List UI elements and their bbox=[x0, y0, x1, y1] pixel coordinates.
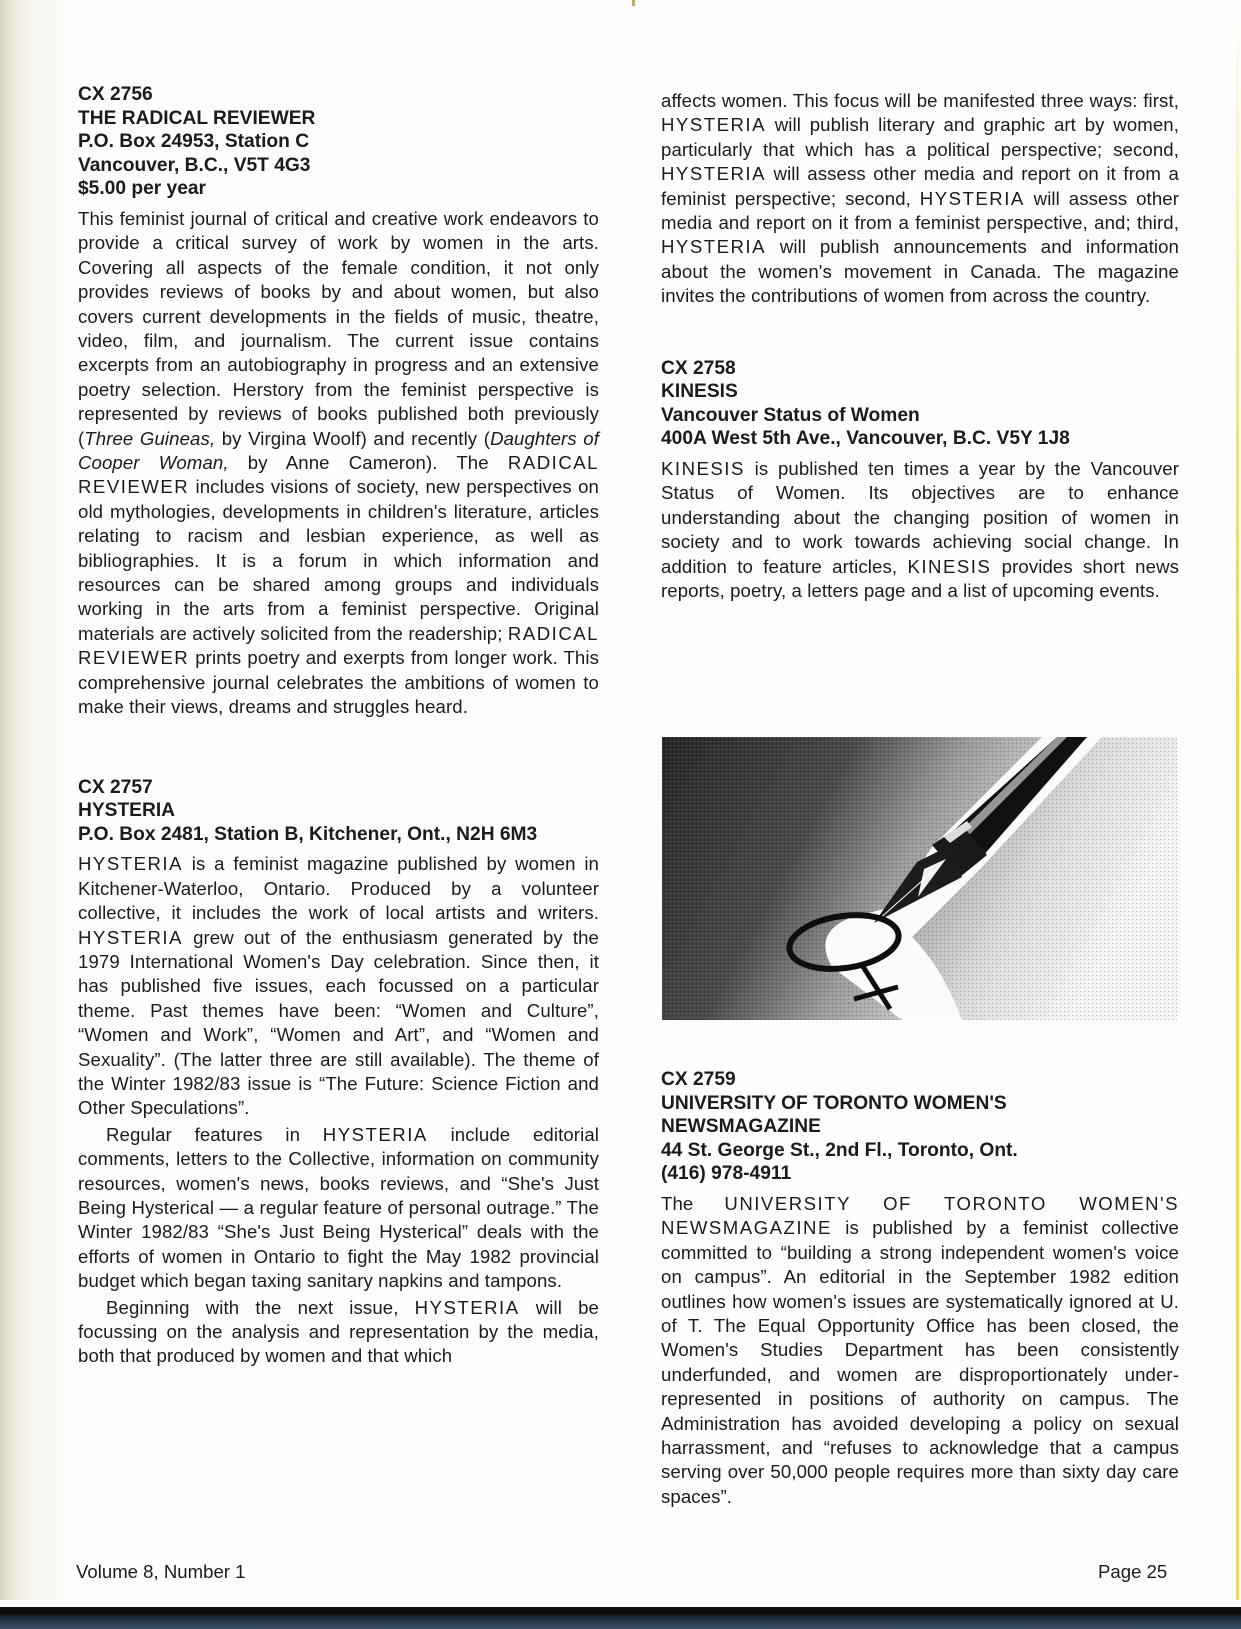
right-column bbox=[661, 89, 1179, 603]
entry-cx-2757 bbox=[78, 776, 599, 1369]
paragraph bbox=[661, 89, 1179, 309]
entry-heading bbox=[661, 1068, 1179, 1186]
text-segment: is a feminist magazine published by women in Kitchener-Waterloo, Ontario. Produced by a volunteer collective, it includes the work of local artists and writers. bbox=[78, 853, 599, 924]
paragraph bbox=[78, 1296, 599, 1369]
entry-description bbox=[661, 457, 1179, 603]
text-segment: is published by a feminist collective committed to “building a strong independent women's voice on campus”. An editorial in the September 1982 edition outlines how women's issues are systematically ignored at U. of T. The Equal Opportunity Office has been closed, the Women's Studies Department has been consistently underfunded, and women are disproportionately under-represented in positions of authority on campus. The Administration has avoided developing a policy on sexual harrassment, and “refuses to acknowledge that a campus serving over 50,000 people requires more than sixty day care spaces”. bbox=[661, 1217, 1179, 1507]
entry-title: UNIVERSITY OF TORONTO WOMEN'S bbox=[661, 1092, 1007, 1114]
publication-name: HYSTERIA bbox=[661, 163, 766, 185]
text-segment: affects women. This focus will be manifested three ways: first, bbox=[661, 90, 1179, 111]
page-bottom-edge bbox=[0, 1607, 1241, 1629]
entry-title: NEWSMAGAZINE bbox=[661, 1116, 821, 1138]
text-segment: will publish literary and graphic art by women, particularly that which has a political perspective; second, bbox=[661, 114, 1179, 160]
publication-name: KINESIS bbox=[907, 555, 992, 577]
text-segment: includes visions of society, new perspectives on old mythologies, developments in children's literature, articles relating to racism and lesbian experience, as well as bibliographies. It is a forum in which information and resources can be shared among groups and individuals working in the arts from a feminist perspective. Original materials are actively solicited from the readership; bbox=[78, 476, 599, 644]
publication-name: HYSTERIA bbox=[78, 926, 183, 948]
publication-name: HYSTERIA bbox=[78, 853, 183, 875]
entry-address-line: Vancouver Status of Women bbox=[661, 404, 920, 426]
right-column-lower bbox=[661, 1068, 1179, 1509]
entry-address-line: 400A West 5th Ave., Vancouver, B.C. V5Y 1J8 bbox=[661, 428, 1070, 450]
entry-address-line: Vancouver, B.C., V5T 4G3 bbox=[78, 154, 311, 176]
text-segment: prints poetry and exerpts from longer work. This comprehensive journal celebrates the ambitions of women to make their views, dreams and struggles heard. bbox=[78, 647, 599, 718]
entry-heading bbox=[78, 83, 599, 201]
fountain-pen-venus-icon bbox=[662, 737, 1177, 1020]
entry-cx-2756 bbox=[78, 83, 599, 720]
entry-code: CX 2759 bbox=[661, 1069, 736, 1090]
text-segment: will assess other media and report on it from a feminist perspective, and; third, bbox=[661, 187, 1179, 234]
entry-description bbox=[78, 207, 599, 720]
publication-name: KINESIS bbox=[661, 458, 745, 480]
entry-address-line: P.O. Box 2481, Station B, Kitchener, Ont., N2H 6M3 bbox=[78, 823, 538, 845]
spine-shadow bbox=[0, 0, 70, 1600]
publication-name: RADICAL REVIEWER bbox=[78, 452, 599, 498]
paragraph bbox=[78, 1123, 599, 1294]
publication-name: HYSTERIA bbox=[661, 114, 766, 136]
paragraph bbox=[78, 852, 599, 1120]
entry-address-line: P.O. Box 24953, Station C bbox=[78, 131, 310, 153]
entry-address-line: 44 St. George St., 2nd Fl., Toronto, Ont. bbox=[661, 1139, 1018, 1161]
publication-name: RADICAL REVIEWER bbox=[78, 622, 599, 669]
entry-description bbox=[78, 852, 599, 1369]
entry-code: CX 2756 bbox=[78, 84, 153, 105]
entry-heading bbox=[661, 357, 1179, 451]
text-segment: The bbox=[661, 1192, 725, 1214]
page-edge bbox=[1236, 0, 1239, 1600]
entry-cx-2758 bbox=[661, 357, 1179, 604]
text-segment: will be focussing on the analysis and representation by the media, both that produced by women and that which bbox=[78, 1296, 599, 1367]
entry-cx-2757-continued bbox=[661, 89, 1179, 309]
entry-cx-2759 bbox=[661, 1068, 1179, 1509]
entry-phone: (416) 978-4911 bbox=[661, 1163, 792, 1185]
registration-mark bbox=[632, 0, 635, 6]
paragraph bbox=[661, 457, 1179, 603]
text-segment: by Virgina Woolf) and recently ( bbox=[215, 427, 491, 449]
book-title-daughters-of-cooper-woman: Daughters of Cooper Woman, bbox=[78, 427, 600, 474]
entry-code: CX 2758 bbox=[661, 357, 736, 379]
entry-heading bbox=[78, 776, 599, 847]
publication-name: HYSTERIA bbox=[919, 187, 1025, 209]
publication-name: HYSTERIA bbox=[322, 1123, 428, 1145]
text-segment: Beginning with the next issue, bbox=[106, 1296, 415, 1318]
entry-title: THE RADICAL REVIEWER bbox=[78, 107, 316, 129]
text-segment: will assess other media and report on it from a feminist perspective; second, bbox=[661, 163, 1179, 209]
volume-footer: Volume 8, Number 1 bbox=[76, 1561, 246, 1582]
text-segment: is published ten times a year by the Vancouver Status of Women. Its objectives are to enhance understanding about the changing position of women in society and to work towards achieving social change. In addition to feature articles, bbox=[661, 458, 1179, 577]
paragraph bbox=[661, 1192, 1179, 1509]
entry-description-continued bbox=[661, 89, 1179, 309]
entry-title: KINESIS bbox=[661, 381, 738, 403]
publication-name: HYSTERIA bbox=[414, 1296, 520, 1318]
text-segment: grew out of the enthusiasm generated by the 1979 International Women's Day celebration. Since then, it has published five issues, each focussed on a particular theme. Past themes have been: “Women and Culture”, “Women and Work”, “Women and Art”, and “Women and Sexuality”. (The latter three are still available). The theme of the Winter 1982/83 issue is “The Future: Science Fiction and Other Speculations”. bbox=[78, 926, 599, 1119]
page-number: Page 25 bbox=[1098, 1561, 1168, 1582]
publication-name: HYSTERIA bbox=[661, 236, 766, 258]
text-segment: This feminist journal of critical and creative work endeavors to provide a critical survey of work by women in the arts. Covering all aspects of the female condition, it not only provides reviews of books by and about women, but also covers current developments in the fields of music, theatre, video, film, and journalism. The current issue contains excerpts from an autobiography in progress and an extensive poetry selection. Herstory from the feminist perspective is represented by reviews of books published both previously ( bbox=[78, 207, 599, 449]
pen-venus-illustration bbox=[662, 737, 1177, 1020]
entry-title: HYSTERIA bbox=[78, 800, 176, 822]
entry-description bbox=[661, 1192, 1179, 1509]
spacer bbox=[78, 720, 599, 776]
text-segment: by Anne Cameron). The bbox=[228, 452, 508, 474]
paragraph bbox=[78, 207, 599, 720]
entry-code: CX 2757 bbox=[78, 776, 153, 798]
left-column bbox=[78, 83, 599, 1369]
text-segment: include editorial comments, letters to the Collective, information on community resources, women's news, books reviews, and “She's Just Being Hysterical — a regular feature of personal outrage.” The Winter 1982/83 “She's Just Being Hysterical” deals with the efforts of women in Ontario to fight the May 1982 provincial budget which began taxing sanitary napkins and tampons. bbox=[78, 1123, 599, 1292]
book-title-three-guineas: Three Guineas, bbox=[84, 427, 216, 449]
entry-price: $5.00 per year bbox=[78, 178, 207, 200]
publication-name: UNIVERSITY OF TORONTO WOMEN'S NEWSMAGAZINE bbox=[661, 1192, 1179, 1239]
text-segment: Regular features in bbox=[106, 1123, 323, 1145]
text-segment: provides short news reports, poetry, a letters page and a list of upcoming events. bbox=[661, 555, 1179, 602]
text-segment: will publish announcements and information about the women's movement in Canada. The magazine invites the contributions of women from across the country. bbox=[661, 236, 1179, 307]
spacer bbox=[661, 309, 1179, 357]
